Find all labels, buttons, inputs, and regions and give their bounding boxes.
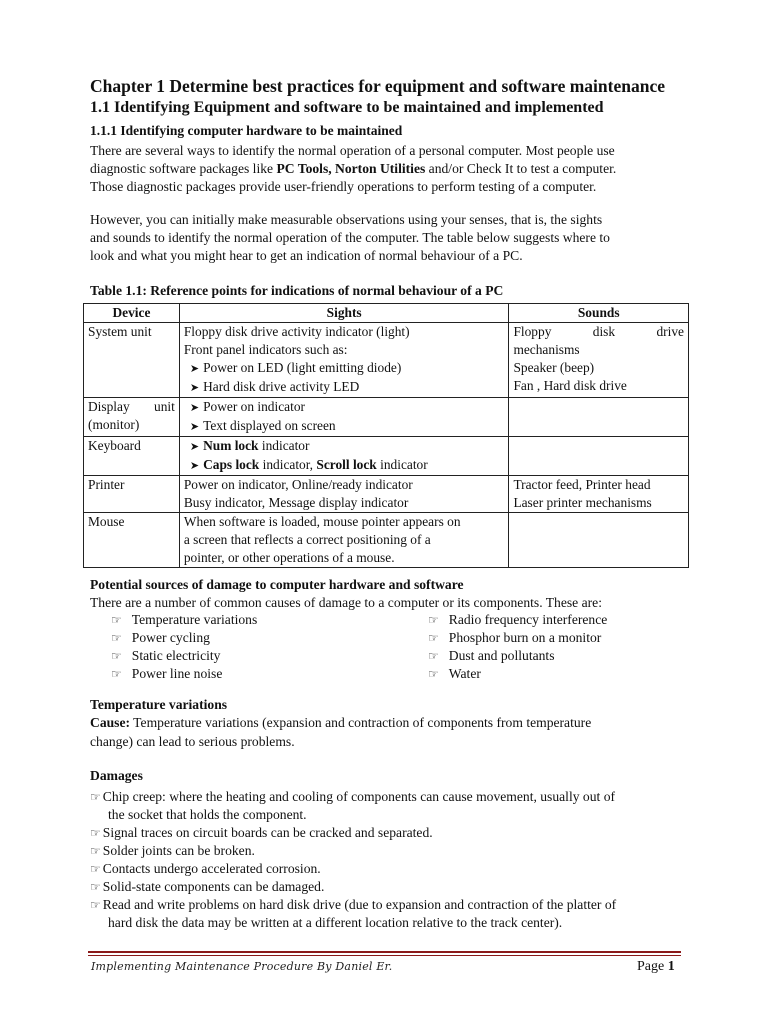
damage-sources-heading: Potential sources of damage to computer hardware and software (90, 577, 464, 592)
arrow-bullet-icon: ➤ (189, 460, 200, 472)
text-line: the socket that holds the component. (108, 807, 307, 822)
temperature-heading: Temperature variations (90, 697, 228, 712)
pointing-hand-icon: ☞ (428, 613, 439, 627)
list-item: ➤ Power on indicator (189, 399, 305, 414)
pointing-hand-icon: ☞ (111, 649, 122, 663)
list-item: ☞ Water (428, 666, 481, 681)
sounds-cell (509, 437, 689, 476)
text-line: Laser printer mechanisms (513, 495, 652, 510)
text-line: mechanisms (513, 342, 580, 357)
text-line: hard disk the data may be written at a different location relative to the track center). (108, 915, 563, 930)
text-line: Cause: Temperature variations (expansion and contraction of components from temperature (90, 715, 592, 730)
section-title: 1.1 Identifying Equipment and software to be maintained and implemented (90, 99, 604, 116)
pointing-hand-icon: ☞ (90, 880, 101, 894)
list-item: ☞ Solder joints can be broken. (90, 843, 255, 858)
text-line: Tractor feed, Printer head (513, 477, 651, 492)
pointing-hand-icon: ☞ (90, 898, 101, 912)
arrow-bullet-icon: ➤ (189, 421, 200, 433)
pointing-hand-icon: ☞ (90, 844, 101, 858)
list-item: ☞ Signal traces on circuit boards can be cracked and separated. (90, 825, 433, 840)
list-item: ☞ Power cycling (111, 630, 210, 645)
text-line: There are several ways to identify the normal operation of a personal computer. Most people use (90, 143, 615, 158)
sounds-cell (509, 398, 689, 437)
text-line: Busy indicator, Message display indicator (183, 495, 409, 510)
sounds-cell (509, 513, 689, 568)
device-cell: Keyboard (84, 437, 180, 476)
text-line: look and what you might hear to get an indication of normal behaviour of a PC. (90, 248, 523, 263)
list-item: ☞ Radio frequency interference (428, 612, 608, 627)
arrow-bullet-icon: ➤ (189, 402, 200, 414)
text-line: Power on indicator, Online/ready indicator (183, 477, 413, 492)
list-item: ☞ Temperature variations (111, 612, 258, 627)
device-cell: System unit (84, 323, 180, 398)
page-number: Page 1 (637, 959, 675, 974)
reference-table (83, 303, 689, 568)
text-line: Speaker (beep) (513, 360, 595, 375)
device-cell: Printer (84, 476, 180, 513)
list-item: ☞ Static electricity (111, 648, 221, 663)
text-line: Those diagnostic packages provide user-friendly operations to perform testing of a computer. (90, 179, 597, 194)
intro-paragraph-1 (90, 142, 616, 196)
damages-list (90, 788, 616, 932)
text-line: Floppy disk drive activity indicator (light) (183, 324, 410, 339)
list-item: ☞ Chip creep: where the heating and cooling of components can cause movement, usually out of (90, 789, 616, 804)
list-item: ☞ Contacts undergo accelerated corrosion. (90, 861, 321, 876)
table-row (84, 476, 689, 513)
list-item: ☞ Power line noise (111, 666, 223, 681)
pointing-hand-icon: ☞ (428, 631, 439, 645)
list-item: ➤ Hard disk drive activity LED (189, 379, 360, 394)
list-item: ☞ Dust and pollutants (428, 648, 555, 663)
pointing-hand-icon: ☞ (428, 667, 439, 681)
damage-sources-intro: There are a number of common causes of damage to a computer or its components. These are: (90, 595, 602, 610)
header-sights: Sights (179, 304, 509, 323)
intro-paragraph-2 (90, 211, 610, 265)
device-cell: Mouse (84, 513, 180, 568)
table-row (84, 437, 689, 476)
text-line: Fan , Hard disk drive (513, 378, 627, 393)
pointing-hand-icon: ☞ (111, 613, 122, 627)
sights-cell (179, 437, 509, 476)
text-line: a screen that reflects a correct positioning of a (183, 532, 431, 547)
footer-rule (88, 951, 681, 953)
footer-rule-thin (88, 955, 681, 956)
text-line: diagnostic software packages like PC Tools, Norton Utilities and/or Check It to test a computer. (90, 161, 617, 176)
table-row (84, 398, 689, 437)
pointing-hand-icon: ☞ (90, 826, 101, 840)
sights-cell (179, 323, 509, 398)
sights-cell (179, 513, 509, 568)
text-line: and sounds to identify the normal operation of the computer. The table below suggests where to (90, 230, 610, 245)
pointing-hand-icon: ☞ (111, 631, 122, 645)
text-line: Front panel indicators such as: (183, 342, 348, 357)
sights-cell (179, 476, 509, 513)
chapter-title: Chapter 1 Determine best practices for equipment and software maintenance (90, 76, 665, 96)
footer-author: Implementing Maintenance Procedure By Daniel Er. (91, 960, 393, 973)
header-device: Device (84, 304, 180, 323)
subsection-title: 1.1.1 Identifying computer hardware to be maintained (90, 123, 403, 138)
arrow-bullet-icon: ➤ (189, 363, 200, 375)
list-item: ☞ Read and write problems on hard disk drive (due to expansion and contraction of the platter of (90, 897, 617, 912)
sounds-cell (509, 323, 689, 398)
pointing-hand-icon: ☞ (90, 862, 101, 876)
text-line: Floppy disk drive (513, 324, 684, 339)
list-item: ➤ Power on LED (light emitting diode) (189, 360, 402, 375)
sights-cell (179, 398, 509, 437)
arrow-bullet-icon: ➤ (189, 441, 200, 453)
list-item: ☞ Solid-state components can be damaged. (90, 879, 325, 894)
damage-sources-column-2 (428, 611, 607, 683)
text-line: When software is loaded, mouse pointer appears on (183, 514, 461, 529)
table-row (84, 513, 689, 568)
arrow-bullet-icon: ➤ (189, 382, 200, 394)
table-caption: Table 1.1: Reference points for indications of normal behaviour of a PC (90, 283, 504, 298)
list-item: ➤ Text displayed on screen (189, 418, 336, 433)
pointing-hand-icon: ☞ (111, 667, 122, 681)
table-header-row (84, 304, 689, 323)
list-item: ➤ Caps lock indicator, Scroll lock indicator (189, 457, 428, 472)
damage-sources-column-1 (111, 611, 257, 683)
header-sounds: Sounds (509, 304, 689, 323)
sounds-cell (509, 476, 689, 513)
table-row (84, 323, 689, 398)
device-cell: Display unit (monitor) (84, 398, 180, 437)
text-line: change) can lead to serious problems. (90, 734, 295, 749)
list-item: ☞ Phosphor burn on a monitor (428, 630, 602, 645)
pointing-hand-icon: ☞ (428, 649, 439, 663)
pointing-hand-icon: ☞ (90, 790, 101, 804)
damages-heading: Damages (90, 768, 143, 783)
text-line: However, you can initially make measurable observations using your senses, that is, the sights (90, 212, 603, 227)
text-line: pointer, or other operations of a mouse. (183, 550, 395, 565)
list-item: ➤ Num lock indicator (189, 438, 310, 453)
temperature-cause (90, 713, 688, 751)
